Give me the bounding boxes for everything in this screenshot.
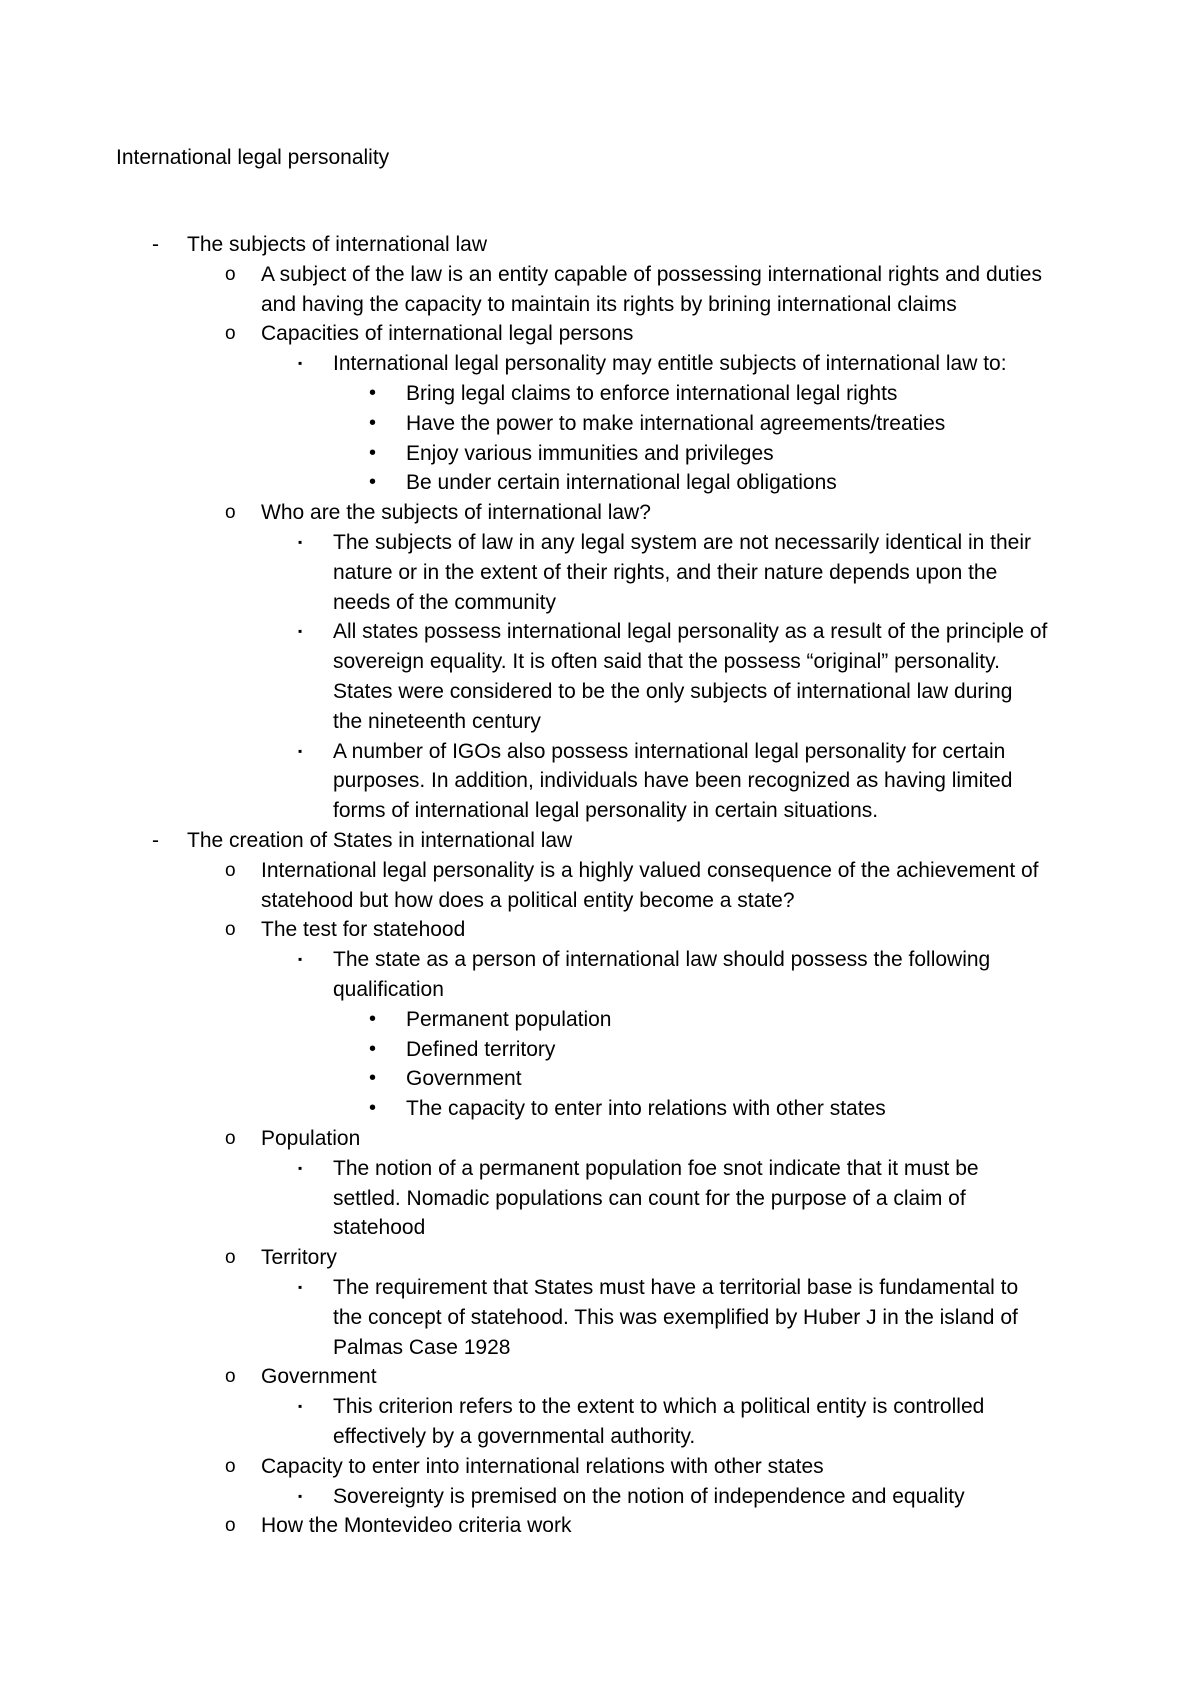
square-bullet-icon: ▪ bbox=[298, 535, 303, 549]
list-item-text bbox=[406, 1094, 1096, 1124]
list-item-text bbox=[261, 498, 1101, 528]
dot-bullet-icon: • bbox=[369, 471, 377, 494]
circle-bullet-icon: o bbox=[225, 1455, 236, 1477]
text-line: The creation of States in international law bbox=[187, 829, 573, 852]
text-line: States were considered to be the only subjects of international law during bbox=[333, 679, 1013, 703]
list-item-text bbox=[333, 528, 1093, 617]
text-line: effectively by a governmental authority. bbox=[333, 1424, 696, 1448]
text-line: nature or in the extent of their rights, and their nature depends upon the bbox=[333, 560, 998, 584]
circle-bullet-icon: o bbox=[225, 1366, 236, 1388]
list-item-text bbox=[406, 439, 1096, 469]
list-item-text bbox=[333, 945, 1093, 1005]
text-line: sovereign equality. It is often said that the possess “original” personality. bbox=[333, 650, 1000, 674]
square-bullet-icon: ▪ bbox=[298, 743, 303, 758]
dot-bullet-icon: • bbox=[369, 1067, 377, 1090]
text-line: The state as a person of international law should possess the following bbox=[333, 948, 991, 972]
circle-bullet-icon: o bbox=[225, 263, 236, 285]
text-line: needs of the community bbox=[333, 590, 556, 614]
text-line: and having the capacity to maintain its rights by brining international claims bbox=[261, 292, 957, 316]
list-item-text bbox=[406, 1005, 1096, 1035]
circle-bullet-icon: o bbox=[225, 323, 236, 345]
list-item-text bbox=[333, 1392, 1093, 1452]
text-line: Government bbox=[261, 1365, 377, 1389]
list-item-text bbox=[333, 1482, 1093, 1512]
dot-bullet-icon: • bbox=[369, 1097, 377, 1120]
list-item-text bbox=[261, 1243, 1101, 1273]
text-line: Have the power to make international agreements/treaties bbox=[406, 411, 946, 435]
list-item-text bbox=[333, 1273, 1093, 1362]
text-line: Population bbox=[261, 1127, 361, 1150]
square-bullet-icon: ▪ bbox=[298, 1399, 303, 1414]
square-bullet-icon: ▪ bbox=[298, 1280, 303, 1294]
list-item-text bbox=[406, 1064, 1096, 1094]
text-line: settled. Nomadic populations can count for the purpose of a claim of bbox=[333, 1186, 966, 1210]
text-line: Who are the subjects of international law? bbox=[261, 501, 651, 525]
list-item-text bbox=[333, 617, 1093, 736]
list-item-text bbox=[261, 1124, 1101, 1154]
circle-bullet-icon: o bbox=[225, 919, 236, 941]
circle-bullet-icon: o bbox=[225, 859, 236, 881]
list-item-text bbox=[261, 1511, 1101, 1541]
text-line: The requirement that States must have a territorial base is fundamental to bbox=[333, 1276, 1019, 1299]
text-line: A subject of the law is an entity capable of possessing international rights and duties bbox=[261, 262, 1042, 286]
text-line: forms of international legal personality in certain situations. bbox=[333, 799, 879, 823]
list-item-text bbox=[261, 260, 1101, 320]
text-line: The subjects of law in any legal system are not necessarily identical in their bbox=[333, 531, 1032, 554]
circle-bullet-icon: o bbox=[225, 1515, 236, 1537]
list-item-text bbox=[261, 1452, 1101, 1482]
dot-bullet-icon: • bbox=[369, 411, 377, 434]
text-line: Capacities of international legal persons bbox=[261, 322, 634, 346]
text-line: Government bbox=[406, 1067, 522, 1091]
square-bullet-icon: ▪ bbox=[298, 624, 303, 639]
list-item-text bbox=[333, 1154, 1093, 1243]
text-line: This criterion refers to the extent to which a political entity is controlled bbox=[333, 1395, 985, 1419]
square-bullet-icon: ▪ bbox=[298, 952, 303, 967]
text-line: The subjects of international law bbox=[187, 233, 487, 256]
text-line: purposes. In addition, individuals have been recognized as having limited bbox=[333, 769, 1013, 793]
list-item-text bbox=[187, 826, 1087, 856]
dash-marker-icon: - bbox=[152, 829, 159, 852]
text-line: Defined territory bbox=[406, 1037, 556, 1061]
text-line: Be under certain international legal obligations bbox=[406, 471, 837, 495]
text-line: International legal personality is a highly valued consequence of the achievement of bbox=[261, 858, 1039, 882]
document-title: International legal personality bbox=[116, 146, 390, 169]
text-line: Permanent population bbox=[406, 1007, 612, 1031]
dot-bullet-icon: • bbox=[369, 1007, 377, 1030]
text-line: Sovereignty is premised on the notion of independence and equality bbox=[333, 1484, 965, 1508]
list-item-text bbox=[333, 737, 1093, 826]
square-bullet-icon: ▪ bbox=[298, 1488, 303, 1503]
list-item-text bbox=[261, 1362, 1101, 1392]
square-bullet-icon: ▪ bbox=[298, 1160, 303, 1175]
list-item-text bbox=[261, 915, 1101, 945]
text-line: Territory bbox=[261, 1246, 337, 1270]
text-line: qualification bbox=[333, 977, 444, 1001]
text-line: Palmas Case 1928 bbox=[333, 1335, 511, 1359]
list-item-text bbox=[406, 1035, 1096, 1065]
text-line: A number of IGOs also possess international legal personality for certain bbox=[333, 739, 1006, 763]
dot-bullet-icon: • bbox=[369, 441, 377, 464]
text-line: statehood but how does a political entity become a state? bbox=[261, 888, 795, 912]
list-item-text bbox=[187, 230, 1087, 260]
text-line: Capacity to enter into international relations with other states bbox=[261, 1454, 824, 1478]
square-bullet-icon: ▪ bbox=[298, 356, 303, 371]
dot-bullet-icon: • bbox=[369, 1037, 377, 1060]
text-line: All states possess international legal personality as a result of the principle of bbox=[333, 620, 1048, 644]
text-line: Bring legal claims to enforce international legal rights bbox=[406, 382, 898, 405]
text-line: International legal personality may entitle subjects of international law to: bbox=[333, 352, 1007, 376]
list-item-text bbox=[406, 379, 1096, 409]
list-item-text bbox=[406, 409, 1096, 439]
text-line: the nineteenth century bbox=[333, 709, 541, 733]
circle-bullet-icon: o bbox=[225, 1128, 236, 1149]
text-line: the concept of statehood. This was exemplified by Huber J in the island of bbox=[333, 1305, 1018, 1329]
list-item-text bbox=[406, 468, 1096, 498]
dash-marker-icon: - bbox=[152, 233, 159, 256]
text-line: The test for statehood bbox=[261, 918, 466, 942]
text-line: How the Montevideo criteria work bbox=[261, 1514, 572, 1538]
list-item-text bbox=[333, 349, 1093, 379]
list-item-text bbox=[261, 856, 1101, 916]
text-line: Enjoy various immunities and privileges bbox=[406, 441, 774, 465]
list-item-text bbox=[261, 319, 1101, 349]
circle-bullet-icon: o bbox=[225, 1247, 236, 1269]
text-line: The notion of a permanent population foe snot indicate that it must be bbox=[333, 1156, 979, 1180]
circle-bullet-icon: o bbox=[225, 502, 236, 524]
text-line: The capacity to enter into relations with other states bbox=[406, 1097, 886, 1121]
dot-bullet-icon: • bbox=[369, 382, 377, 404]
text-line: statehood bbox=[333, 1216, 426, 1240]
